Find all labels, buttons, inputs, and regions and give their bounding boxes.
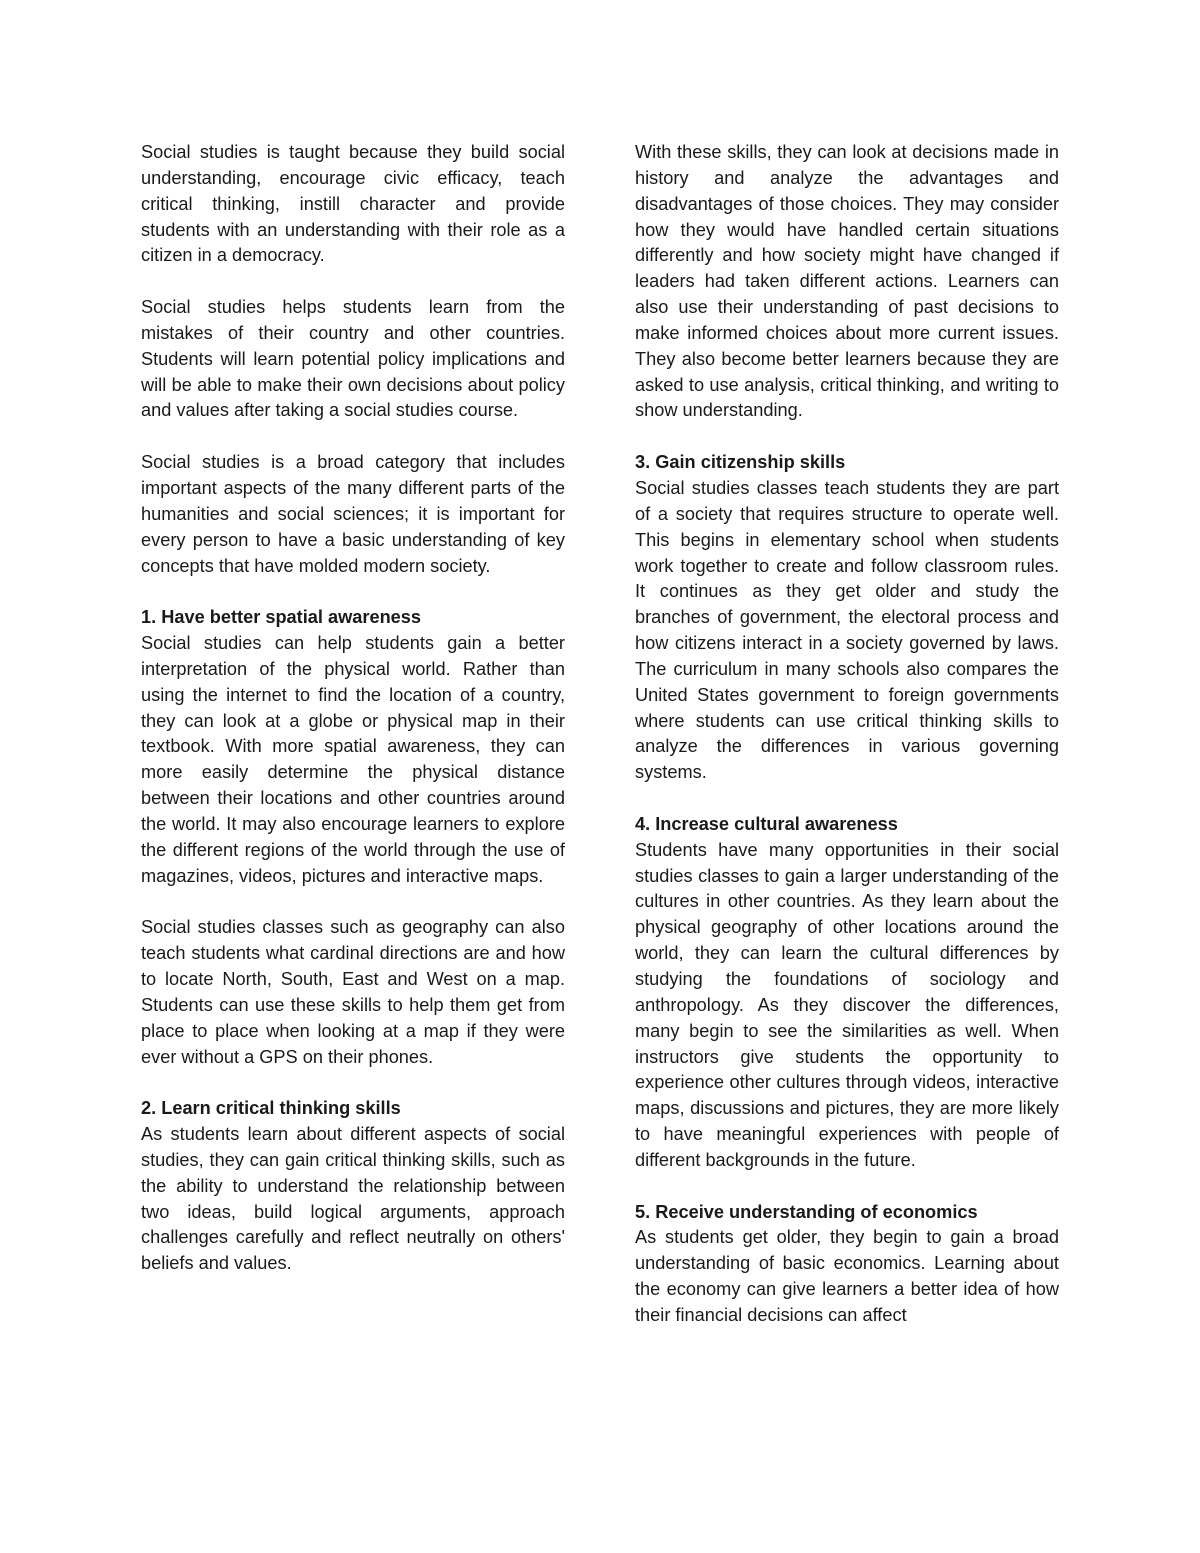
paragraph-gap xyxy=(635,786,1059,812)
paragraph-gap xyxy=(635,424,1059,450)
intro-paragraph-3: Social studies is a broad category that includes important aspects of the many different parts of the humanities and social sciences; it is important for every person to have a basic understanding of key concepts that have molded modern society. xyxy=(141,452,565,576)
paragraph-gap xyxy=(141,889,565,915)
section1-paragraph-1: Social studies can help students gain a better interpretation of the physical world. Rather than using the internet to find the location of a country, they can look at a globe or physical map in their textbook. With more spatial awareness, they can more easily determine the physical distance between their locations and other countries around the world. It may also encourage learners to explore the different regions of the world through the use of magazines, videos, pictures and interactive maps. xyxy=(141,633,565,886)
paragraph-gap xyxy=(141,424,565,450)
paragraph-gap xyxy=(635,1174,1059,1200)
section-heading-spatial-awareness: 1. Have better spatial awareness xyxy=(141,607,422,628)
right-column xyxy=(635,140,1059,1329)
intro-paragraph-2: Social studies helps students learn from the mistakes of their country and other countries. Students will learn potential policy implications and will be able to make their own decisions about policy and values after taking a social studies course. xyxy=(141,297,565,421)
continuation-paragraph: With these skills, they can look at decisions made in history and analyze the advantages and disadvantages of those choices. They may consider how they would have handled certain situations differently and how society might have changed if leaders had taken different actions. Learners can also use their understanding of past decisions to make informed choices about more current issues. They also become better learners because they are asked to use analysis, critical thinking, and writing to show understanding. xyxy=(635,142,1059,421)
section1-paragraph-2: Social studies classes such as geography can also teach students what cardinal directions are and how to locate North, South, East and West on a map. Students can use these skills to help them get from place to place when looking at a map if they were ever without a GPS on their phones. xyxy=(141,917,565,1067)
intro-paragraph-1: Social studies is taught because they build social understanding, encourage civic efficacy, teach critical thinking, instill character and provide students with an understanding with their role as a citizen in a democracy. xyxy=(141,142,565,266)
section-heading-cultural-awareness: 4. Increase cultural awareness xyxy=(635,813,898,834)
section-heading-citizenship: 3. Gain citizenship skills xyxy=(635,452,846,473)
section-heading-critical-thinking: 2. Learn critical thinking skills xyxy=(141,1098,401,1119)
section3-paragraph-1: Social studies classes teach students they are part of a society that requires structure to operate well. This begins in elementary school when students work together to create and follow classroom rules. It continues as they get older and study the branches of government, the electoral process and how citizens interact in a society governed by laws. The curriculum in many schools also compares the United States government to foreign governments where students can use critical thinking skills to analyze the differences in various governing systems. xyxy=(635,477,1059,783)
paragraph-gap xyxy=(141,579,565,605)
section5-paragraph-1: As students get older, they begin to gain a broad understanding of basic economics. Learning about the economy can give learners a better idea of how their financial decisions can affect xyxy=(635,1227,1059,1325)
left-column xyxy=(141,140,565,1277)
section-heading-economics: 5. Receive understanding of economics xyxy=(635,1201,978,1222)
section2-paragraph-1: As students learn about different aspects of social studies, they can gain critical thinking skills, such as the ability to understand the relationship between two ideas, build logical arguments, approach challenges carefully and reflect neutrally on others' beliefs and values. xyxy=(141,1124,565,1274)
paragraph-gap xyxy=(141,1070,565,1096)
section4-paragraph-1: Students have many opportunities in their social studies classes to gain a larger understanding of the cultures in other countries. As they learn about the physical geography of other locations around the world, they can learn the cultural differences by studying the foundations of sociology and anthropology. As they discover the differences, many begin to see the similarities as well. When instructors give students the opportunity to experience other cultures through videos, interactive maps, discussions and pictures, they are more likely to have meaningful experiences with people of different backgrounds in the future. xyxy=(635,839,1059,1170)
paragraph-gap xyxy=(141,269,565,295)
